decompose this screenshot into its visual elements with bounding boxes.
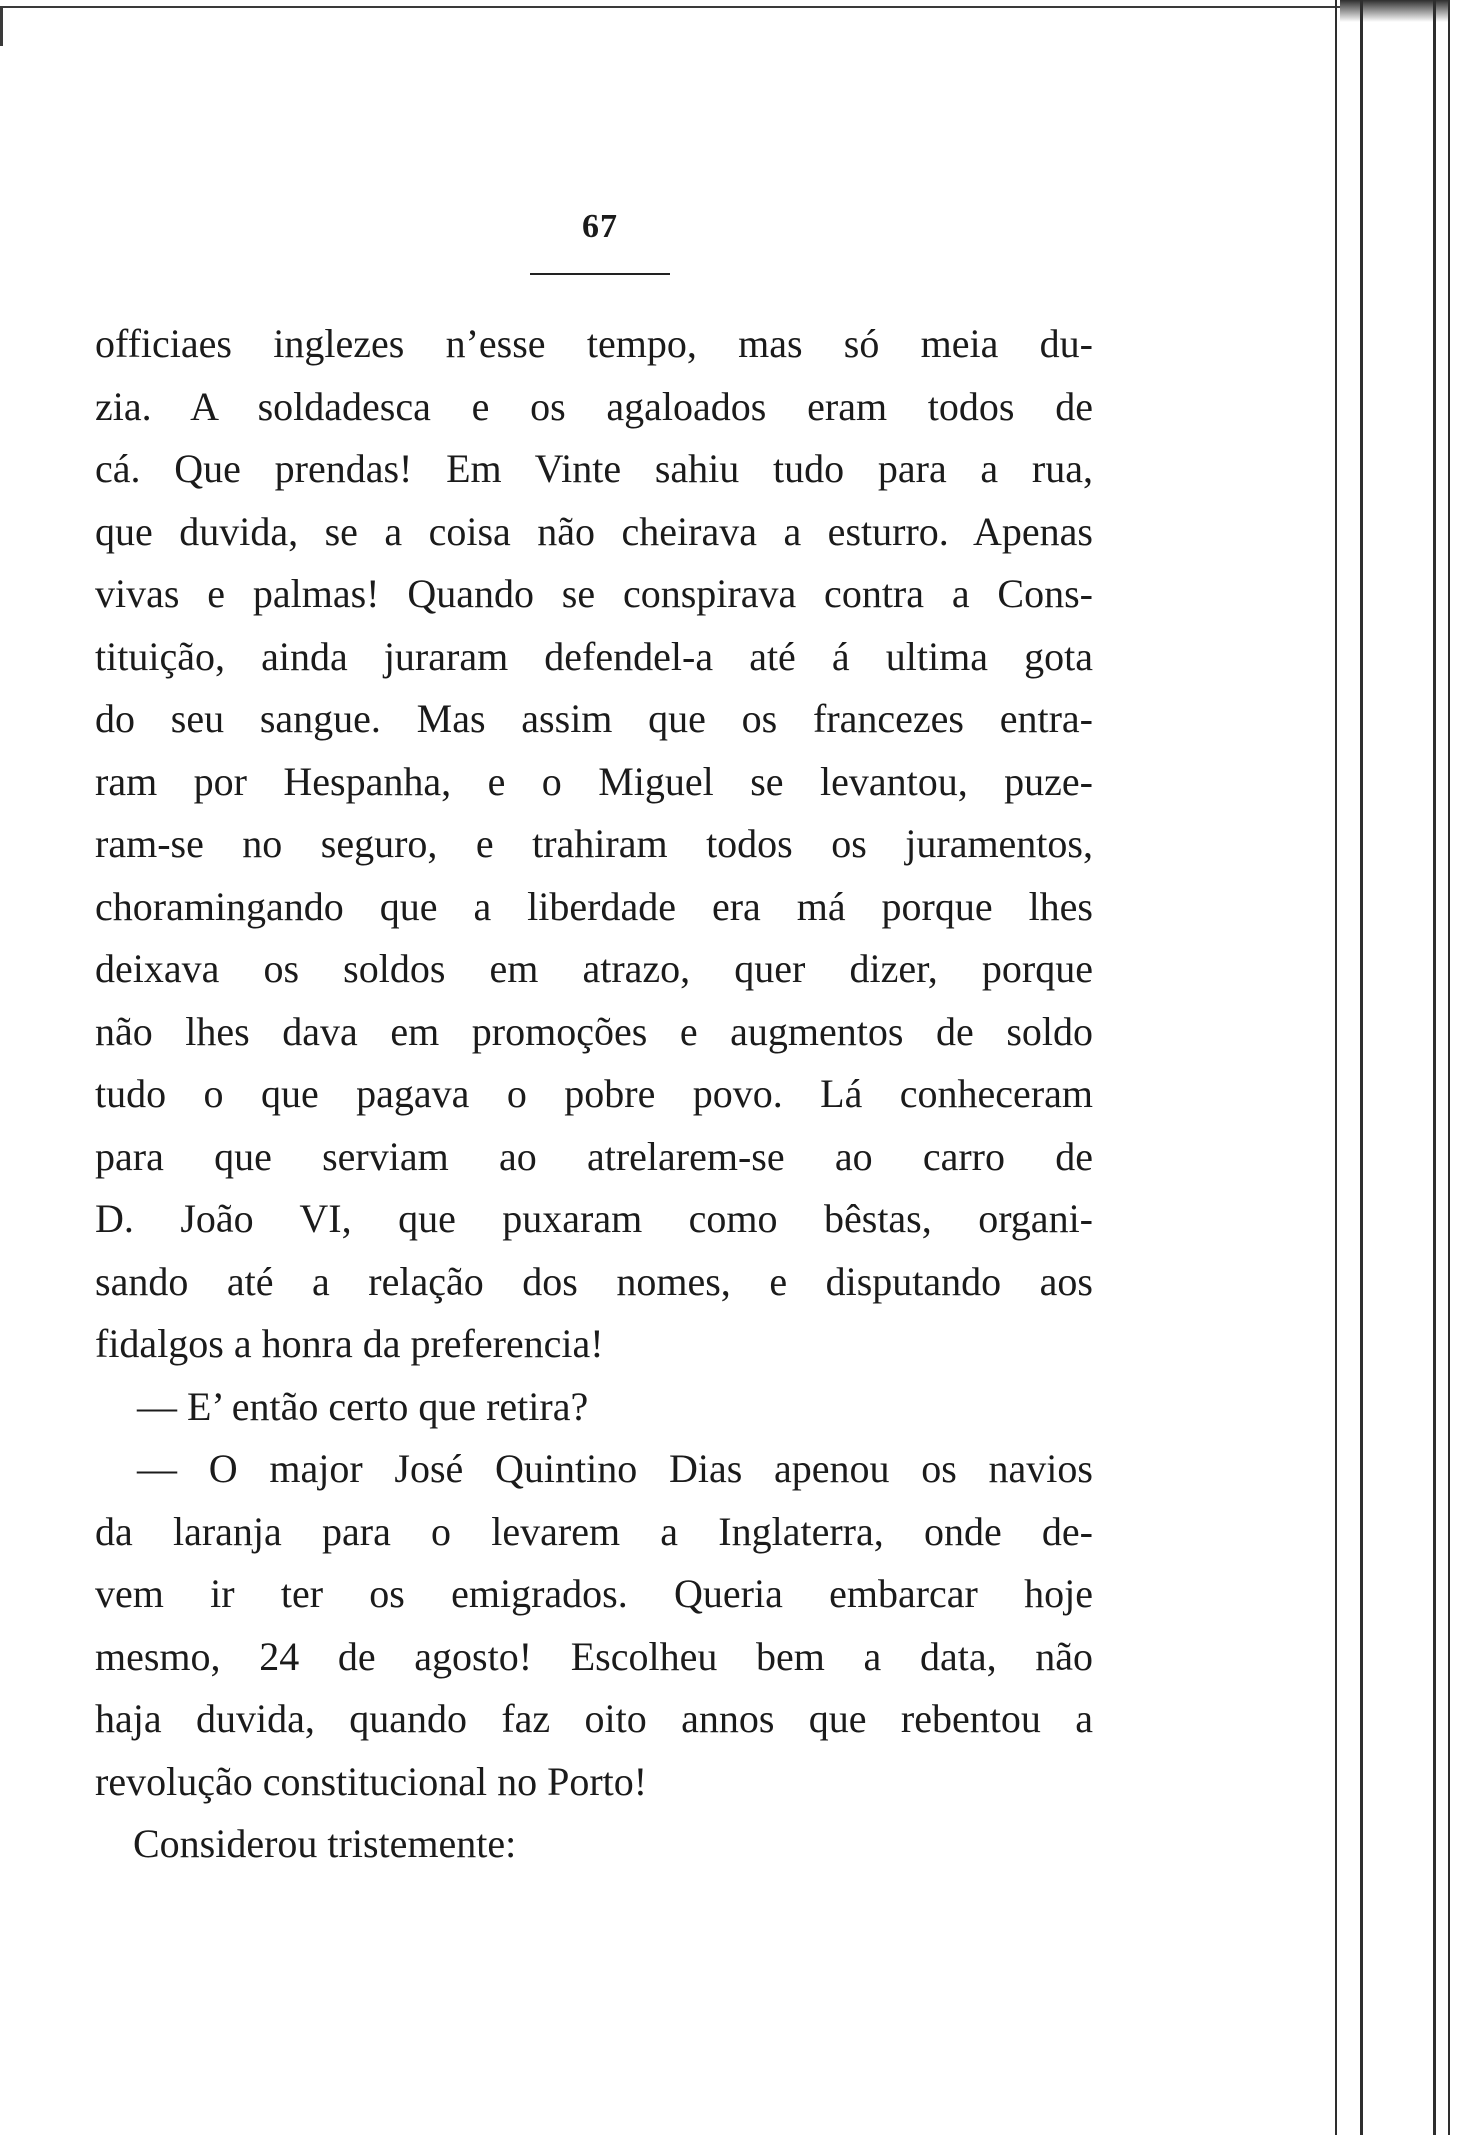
text-line: para que serviam ao atrelarem-se ao carro de [95, 1133, 1093, 1179]
text-line: ram por Hespanha, e o Miguel se levantou, puze- [95, 758, 1093, 804]
text-line: choramingando que a liberdade era má porque lhes [95, 883, 1093, 929]
text-line: do seu sangue. Mas assim que os francezes entra- [95, 696, 1093, 741]
text-line: deixava os soldos em atrazo, quer dizer, porque [95, 946, 1093, 991]
text-line: vem ir ter os emigrados. Queria embarcar hoje [95, 1571, 1093, 1616]
text-line: sando até a relação dos nomes, e disputando aos [95, 1258, 1093, 1304]
text-line: ram-se no seguro, e trahiram todos os juramentos, [95, 821, 1093, 866]
text-line: não lhes dava em promoções e augmentos de soldo [95, 1008, 1093, 1054]
text-line: da laranja para o levarem a Inglaterra, onde de- [95, 1508, 1093, 1554]
binding-edge-line [1448, 0, 1450, 2135]
binding-edge-line [1335, 0, 1337, 2135]
text-line: officiaes inglezes n’esse tempo, mas só meia du- [95, 321, 1093, 366]
text-line: tudo o que pagava o pobre povo. Lá conheceram [95, 1071, 1093, 1116]
scan-top-edge [0, 6, 1340, 8]
text-line: que duvida, se a coisa não cheirava a esturro. Apenas [95, 508, 1093, 554]
text-line: revolução constitucional no Porto! [95, 1758, 648, 1804]
body-text [95, 313, 1093, 1876]
dialogue-line: — E’ então certo que retira? [137, 1383, 589, 1429]
text-line: cá. Que prendas! Em Vinte sahiu tudo para a rua, [95, 446, 1093, 491]
binding-edge-line [1433, 0, 1436, 2135]
paragraph-line: Considerou tristemente: [133, 1821, 517, 1866]
page-number: 67 [582, 208, 618, 245]
text-line: fidalgos a honra da preferencia! [95, 1321, 604, 1366]
text-line: haja duvida, quando faz oito annos que rebentou a [95, 1696, 1093, 1741]
binding-edge-line [1360, 0, 1363, 2135]
text-line: mesmo, 24 de agosto! Escolheu bem a data, não [95, 1633, 1093, 1679]
scan-corner-edge [0, 6, 3, 46]
text-line: zia. A soldadesca e os agaloados eram todos de [95, 383, 1093, 429]
text-line: tituição, ainda juraram defendel-a até á ultima gota [95, 633, 1093, 679]
dialogue-line: — O major José Quintino Dias apenou os navios [137, 1446, 1093, 1491]
text-line: D. João VI, que puxaram como bêstas, organi- [95, 1196, 1093, 1241]
page-number-rule [530, 273, 670, 275]
text-line: vivas e palmas! Quando se conspirava contra a Cons- [95, 571, 1093, 616]
